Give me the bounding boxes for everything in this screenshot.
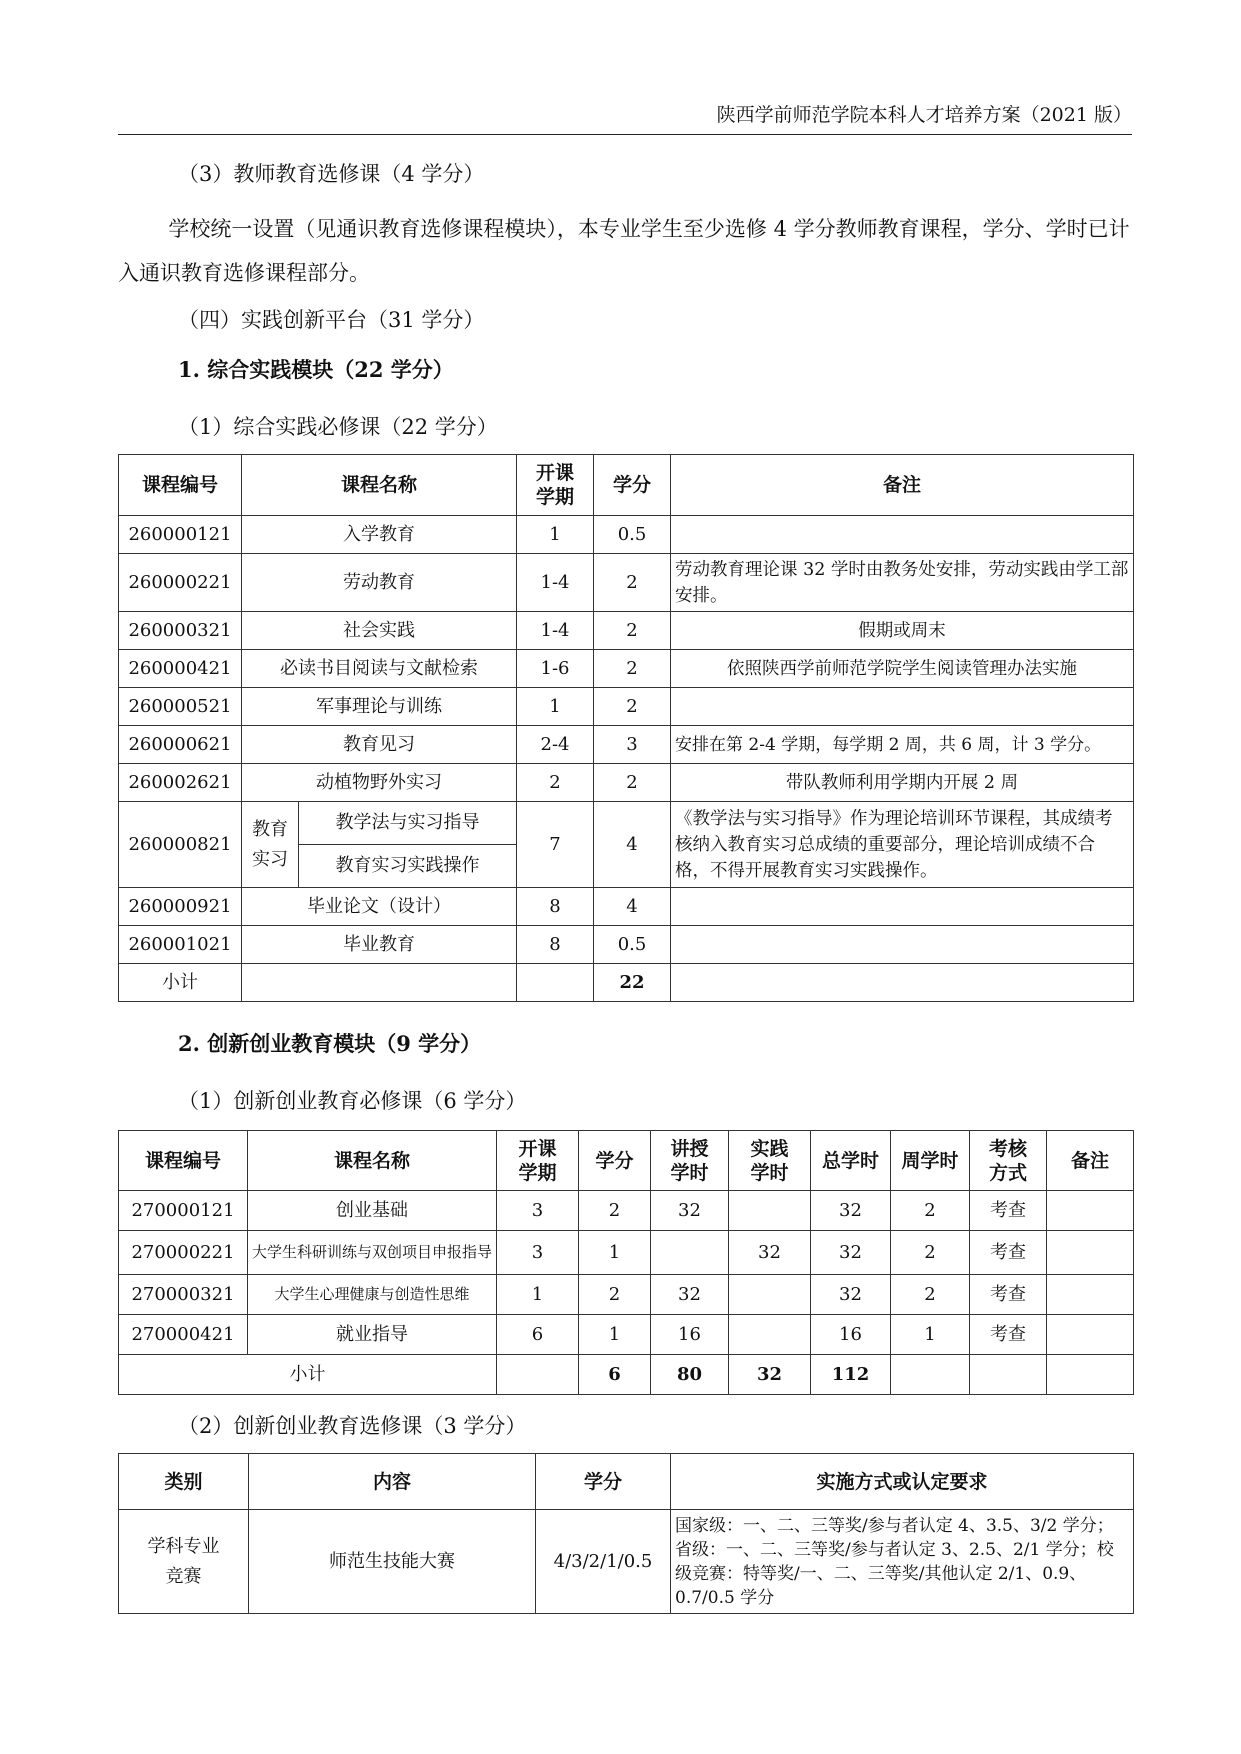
cell-term: 8	[517, 888, 594, 926]
cell-term: 1-4	[517, 554, 594, 612]
table-header-row	[119, 455, 1134, 516]
cell-subcourse: 教学法与实习指导	[299, 802, 517, 845]
cell-exam: 考查	[970, 1231, 1047, 1275]
cell-empty	[242, 964, 517, 1002]
table-row	[119, 688, 1134, 726]
running-header: 陕西学前师范学院本科人才培养方案（2021 版）	[716, 104, 1132, 126]
cell-total: 32	[811, 1231, 891, 1275]
cell-credit: 4/3/2/1/0.5	[536, 1510, 671, 1614]
cell-note	[671, 688, 1134, 726]
cell-code: 260000621	[119, 726, 242, 764]
cell-weekly: 1	[891, 1315, 970, 1355]
cell-subtotal-label: 小计	[119, 1355, 497, 1395]
col-header-name: 课程名称	[248, 1131, 497, 1191]
cell-credit: 4	[594, 888, 671, 926]
table-row	[119, 1275, 1134, 1315]
cell-name: 创业基础	[248, 1191, 497, 1231]
cell-exam: 考查	[970, 1191, 1047, 1231]
section-heading-practice-required: （1）综合实践必修课（22 学分）	[178, 415, 498, 439]
cell-empty	[1047, 1355, 1134, 1395]
cell-code: 260002621	[119, 764, 242, 802]
cell-note: 带队教师利用学期内开展 2 周	[671, 764, 1134, 802]
col-header-total-hours: 总学时	[811, 1131, 891, 1191]
cell-credit: 2	[594, 688, 671, 726]
cell-credit: 0.5	[594, 926, 671, 964]
cell-term: 8	[517, 926, 594, 964]
cell-code: 260000521	[119, 688, 242, 726]
cell-subtotal-credit: 22	[594, 964, 671, 1002]
cell-credit: 2	[594, 612, 671, 650]
cell-note	[1047, 1191, 1134, 1231]
cell-note: 依照陕西学前师范学院学生阅读管理办法实施	[671, 650, 1134, 688]
cell-requirement: 国家级：一、二、三等奖/参与者认定 4、3.5、3/2 学分；省级：一、二、三等奖/参与者认定 3、2.5、2/1 学分；校级竞赛：特等奖/一、二、三等奖/其他认定 2/1、0.9、0.7/0.5 学分	[671, 1510, 1134, 1614]
innovation-required-table	[118, 1130, 1134, 1395]
cell-credit: 3	[594, 726, 671, 764]
cell-term: 1	[517, 516, 594, 554]
cell-term: 1	[497, 1275, 579, 1315]
cell-note: 《教学法与实习指导》作为理论培训环节课程，其成绩考核纳入教育实习总成绩的重要部分，理论培训成绩不合格，不得开展教育实习实践操作。	[671, 802, 1134, 888]
cell-credit: 1	[579, 1231, 651, 1275]
table-row	[119, 764, 1134, 802]
cell-code: 260000221	[119, 554, 242, 612]
cell-weekly: 2	[891, 1275, 970, 1315]
cell-code: 260001021	[119, 926, 242, 964]
col-header-requirement: 实施方式或认定要求	[671, 1454, 1134, 1510]
cell-code: 270000421	[119, 1315, 248, 1355]
cell-note	[671, 888, 1134, 926]
cell-empty	[497, 1355, 579, 1395]
cell-empty	[970, 1355, 1047, 1395]
practice-required-table	[118, 454, 1134, 1002]
cell-practice	[729, 1315, 811, 1355]
col-header-credit: 学分	[594, 455, 671, 516]
section-heading-innovation-electives: （2）创新创业教育选修课（3 学分）	[178, 1414, 527, 1438]
cell-subtotal-lecture: 80	[651, 1355, 729, 1395]
section-heading-innovation-required: （1）创新创业教育必修课（6 学分）	[178, 1089, 527, 1113]
cell-code: 260000321	[119, 612, 242, 650]
table-row-practicum	[119, 802, 1134, 845]
table-row	[119, 554, 1134, 612]
cell-subtotal-credit: 6	[579, 1355, 651, 1395]
cell-name: 入学教育	[242, 516, 517, 554]
cell-practice	[729, 1191, 811, 1231]
cell-lecture: 16	[651, 1315, 729, 1355]
cell-content: 师范生技能大赛	[249, 1510, 536, 1614]
cell-code: 270000321	[119, 1275, 248, 1315]
table-header-row	[119, 1454, 1134, 1510]
table-row	[119, 1510, 1134, 1614]
cell-name: 军事理论与训练	[242, 688, 517, 726]
col-header-note: 备注	[1047, 1131, 1134, 1191]
cell-term: 1	[517, 688, 594, 726]
table-row	[119, 926, 1134, 964]
cell-exam: 考查	[970, 1315, 1047, 1355]
cell-lecture: 32	[651, 1191, 729, 1231]
cell-practice	[729, 1275, 811, 1315]
cell-term: 3	[497, 1191, 579, 1231]
cell-credit: 2	[594, 554, 671, 612]
cell-name: 教育见习	[242, 726, 517, 764]
col-header-exam: 考核方式	[970, 1131, 1047, 1191]
section-heading-teacher-electives: （3）教师教育选修课（4 学分）	[178, 162, 485, 186]
table-row	[119, 1231, 1134, 1275]
cell-empty	[671, 964, 1134, 1002]
cell-term: 2-4	[517, 726, 594, 764]
table-row	[119, 888, 1134, 926]
cell-note	[671, 926, 1134, 964]
cell-total: 32	[811, 1191, 891, 1231]
col-header-weekly-hours: 周学时	[891, 1131, 970, 1191]
cell-exam: 考查	[970, 1275, 1047, 1315]
cell-total: 16	[811, 1315, 891, 1355]
cell-name: 就业指导	[248, 1315, 497, 1355]
table-row	[119, 516, 1134, 554]
col-header-note: 备注	[671, 455, 1134, 516]
innovation-electives-table	[118, 1453, 1134, 1614]
cell-name: 大学生心理健康与创造性思维	[248, 1275, 497, 1315]
cell-subtotal-total: 112	[811, 1355, 891, 1395]
col-header-credit: 学分	[579, 1131, 651, 1191]
cell-code: 270000221	[119, 1231, 248, 1275]
cell-lecture	[651, 1231, 729, 1275]
cell-code: 270000121	[119, 1191, 248, 1231]
cell-name: 大学生科研训练与双创项目申报指导	[248, 1231, 497, 1275]
col-header-credit: 学分	[536, 1454, 671, 1510]
cell-note: 劳动教育理论课 32 学时由教务处安排，劳动实践由学工部安排。	[671, 554, 1134, 612]
table-row	[119, 726, 1134, 764]
col-header-code: 课程编号	[119, 455, 242, 516]
cell-credit: 2	[594, 650, 671, 688]
cell-name: 社会实践	[242, 612, 517, 650]
cell-term: 7	[517, 802, 594, 888]
cell-credit: 2	[594, 764, 671, 802]
cell-total: 32	[811, 1275, 891, 1315]
cell-lecture: 32	[651, 1275, 729, 1315]
paragraph-teacher-electives: 学校统一设置（见通识教育选修课程模块），本专业学生至少选修 4 学分教师教育课程，学分、学时已计入通识教育选修课程部分。	[118, 217, 1130, 285]
cell-credit: 2	[579, 1191, 651, 1231]
cell-credit: 2	[579, 1275, 651, 1315]
col-header-name: 课程名称	[242, 455, 517, 516]
cell-name: 劳动教育	[242, 554, 517, 612]
col-header-category: 类别	[119, 1454, 249, 1510]
cell-code: 260000921	[119, 888, 242, 926]
header-rule	[118, 134, 1132, 135]
section-heading-practice-module: 1. 综合实践模块（22 学分）	[178, 357, 454, 382]
cell-name: 必读书目阅读与文献检索	[242, 650, 517, 688]
cell-note	[1047, 1315, 1134, 1355]
cell-note	[1047, 1275, 1134, 1315]
cell-category: 学科专业竞赛	[119, 1510, 249, 1614]
cell-name: 毕业论文（设计）	[242, 888, 517, 926]
cell-term: 1-4	[517, 612, 594, 650]
cell-term: 6	[497, 1315, 579, 1355]
cell-weekly: 2	[891, 1231, 970, 1275]
cell-group: 教育实习	[242, 802, 299, 888]
table-row	[119, 1315, 1134, 1355]
table-row	[119, 1191, 1134, 1231]
cell-name: 毕业教育	[242, 926, 517, 964]
cell-weekly: 2	[891, 1191, 970, 1231]
cell-subcourse: 教育实习实践操作	[299, 845, 517, 888]
table-row	[119, 612, 1134, 650]
col-header-content: 内容	[249, 1454, 536, 1510]
cell-note	[1047, 1231, 1134, 1275]
cell-term: 3	[497, 1231, 579, 1275]
section-heading-practice-platform: （四）实践创新平台（31 学分）	[178, 308, 485, 332]
cell-note: 安排在第 2-4 学期，每学期 2 周，共 6 周，计 3 学分。	[671, 726, 1134, 764]
cell-practice: 32	[729, 1231, 811, 1275]
cell-credit: 4	[594, 802, 671, 888]
cell-empty	[891, 1355, 970, 1395]
col-header-lecture-hours: 讲授学时	[651, 1131, 729, 1191]
table-header-row	[119, 1131, 1134, 1191]
cell-subtotal-label: 小计	[119, 964, 242, 1002]
table-row	[119, 650, 1134, 688]
table-subtotal-row	[119, 1355, 1134, 1395]
col-header-practice-hours: 实践学时	[729, 1131, 811, 1191]
cell-term: 2	[517, 764, 594, 802]
cell-note: 假期或周末	[671, 612, 1134, 650]
table-subtotal-row	[119, 964, 1134, 1002]
cell-credit: 0.5	[594, 516, 671, 554]
cell-code: 260000821	[119, 802, 242, 888]
col-header-term: 开课学期	[517, 455, 594, 516]
cell-code: 260000121	[119, 516, 242, 554]
cell-note	[671, 516, 1134, 554]
cell-code: 260000421	[119, 650, 242, 688]
cell-name: 动植物野外实习	[242, 764, 517, 802]
cell-subtotal-practice: 32	[729, 1355, 811, 1395]
cell-empty	[517, 964, 594, 1002]
cell-credit: 1	[579, 1315, 651, 1355]
cell-term: 1-6	[517, 650, 594, 688]
col-header-code: 课程编号	[119, 1131, 248, 1191]
section-heading-innovation-module: 2. 创新创业教育模块（9 学分）	[178, 1031, 482, 1056]
col-header-term: 开课学期	[497, 1131, 579, 1191]
